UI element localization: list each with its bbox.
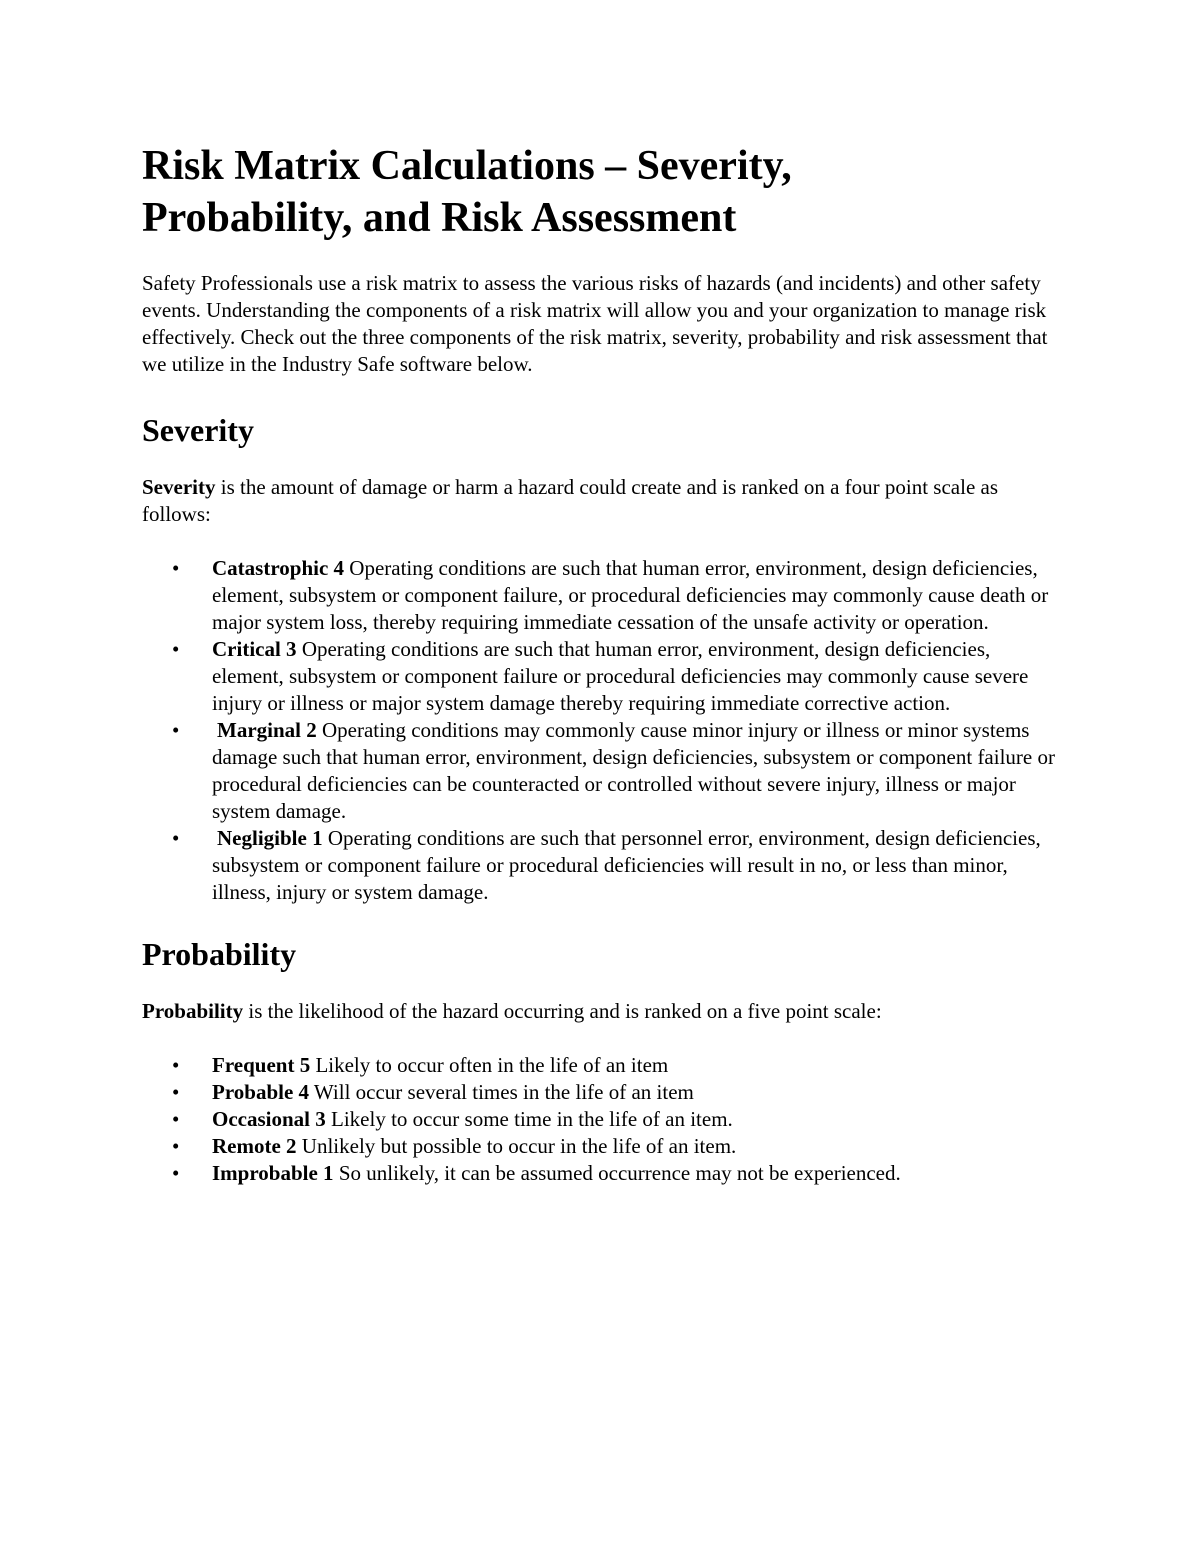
intro-paragraph: Safety Professionals use a risk matrix to assess the various risks of hazards (and incidents) and other safety events. Understanding the components of a risk matrix will allow you and your organization to manage risk effectively. Check out the three components of the risk matrix, severity, probability and risk assessment that we utilize in the Industry Safe software below. [142,271,1048,376]
severity-lead [142,474,1057,528]
item-term: Catastrophic 4 [212,556,345,580]
item-term: Marginal 2 [217,718,317,742]
item-term: Remote 2 [212,1134,297,1158]
probability-lead-text: is the likelihood of the hazard occurring and is ranked on a five point scale: [243,999,882,1023]
item-text: Operating conditions may commonly cause minor injury or illness or minor systems damage such that human error, environment, design deficiencies, subsystem or component failure or procedural deficiencies can be counteracted or controlled without severe injury, illness or major system damage. [212,718,1055,823]
probability-lead-term: Probability [142,999,244,1023]
bullet-icon: • [172,826,180,850]
item-term: Occasional 3 [212,1107,326,1131]
item-text: Unlikely but possible to occur in the life of an item. [296,1134,737,1158]
bullet-icon: • [172,1161,180,1185]
list-item [142,825,1057,906]
bullet-icon: • [172,556,180,580]
item-text: Likely to occur often in the life of an item [310,1053,669,1077]
list-item [142,555,1057,636]
item-term: Frequent 5 [212,1053,311,1077]
bullet-icon: • [172,718,180,742]
list-item [142,1106,1057,1133]
item-text: Operating conditions are such that human error, environment, design deficiencies, element, subsystem or component failure or procedural deficiencies may commonly cause severe injury or illness or major system damage thereby requiring immediate corrective action. [212,637,1029,715]
severity-lead-text: is the amount of damage or harm a hazard could create and is ranked on a four point scale as follows: [142,475,999,526]
list-item [142,1079,1057,1106]
bullet-icon: • [172,1080,180,1104]
item-term: Probable 4 [212,1080,310,1104]
document-page [142,140,1057,1187]
list-item [142,1133,1057,1160]
item-term: Negligible 1 [217,826,323,850]
probability-list [142,1052,1057,1187]
item-text: So unlikely, it can be assumed occurrence may not be experienced. [333,1161,901,1185]
bullet-icon: • [172,637,180,661]
bullet-icon: • [172,1134,180,1158]
probability-heading: Probability [142,936,297,972]
severity-lead-term: Severity [142,475,216,499]
list-item [142,1052,1057,1079]
bullet-icon: • [172,1107,180,1131]
item-term: Critical 3 [212,637,297,661]
probability-lead [142,998,1057,1025]
item-text: Operating conditions are such that human error, environment, design deficiencies, element, subsystem or component failure, or procedural deficiencies may commonly cause death or major system loss, thereby requiring immediate cessation of the unsafe activity or operation. [212,556,1049,634]
item-text: Operating conditions are such that personnel error, environment, design deficiencies, subsystem or component failure or procedural deficiencies will result in no, or less than minor, illness, injury or system damage. [212,826,1041,904]
document-title [142,140,1057,244]
title-line-1: Risk Matrix Calculations – Severity, [142,143,792,189]
item-text: Likely to occur some time in the life of an item. [325,1107,733,1131]
bullet-icon: • [172,1053,180,1077]
item-text: Will occur several times in the life of an item [309,1080,694,1104]
severity-list [142,555,1057,906]
list-item [142,1160,1057,1187]
item-term: Improbable 1 [212,1161,334,1185]
list-item [142,636,1057,717]
severity-heading: Severity [142,412,254,448]
title-line-2: Probability, and Risk Assessment [142,195,737,241]
list-item [142,717,1057,825]
